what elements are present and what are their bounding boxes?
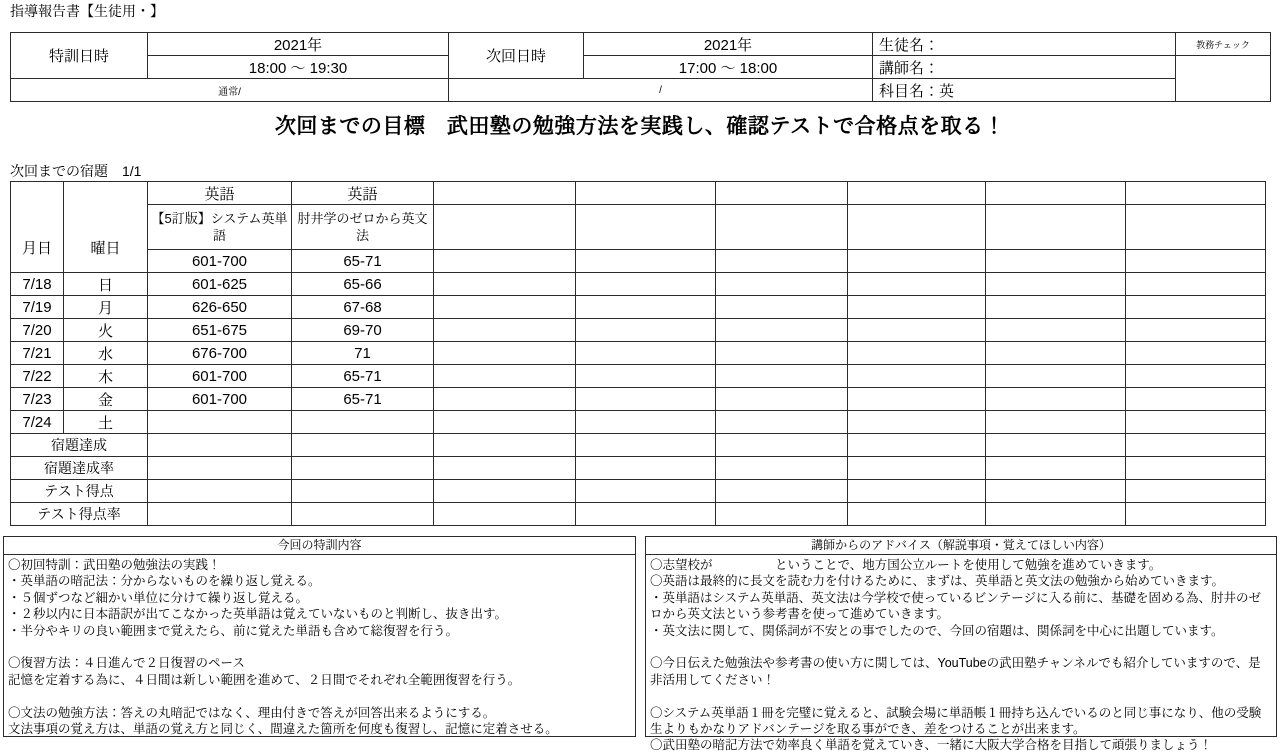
total-range-value[interactable] (986, 250, 1126, 273)
student-name-field[interactable]: 生徒名： (873, 33, 1176, 56)
total-range-value[interactable]: 65-71 (292, 250, 434, 273)
next-year-value[interactable]: 2021年 (584, 33, 873, 56)
cell-assignment[interactable]: 601-700 (148, 365, 292, 388)
cell-assignment[interactable] (716, 342, 848, 365)
table-row-total-range (11, 250, 1266, 273)
cell-assignment[interactable] (716, 319, 848, 342)
summary-value[interactable] (148, 457, 292, 480)
text-line: 〇復習方法：４日進んで２日復習のペース (8, 656, 245, 671)
column-book: 【5訂版】システム英単語 (148, 205, 292, 250)
cell-assignment[interactable] (716, 296, 848, 319)
cell-assignment[interactable] (1126, 273, 1266, 296)
summary-value[interactable] (148, 480, 292, 503)
summary-value[interactable] (848, 457, 986, 480)
cell-assignment[interactable]: 601-625 (148, 273, 292, 296)
summary-value[interactable] (986, 503, 1126, 526)
text-line: 〇初回特訓：武田塾の勉強法の実践！ (8, 558, 221, 572)
cell-assignment[interactable] (434, 296, 576, 319)
text-line: 文法事項の覚え方は、単語の覚え方と同じく、間違えた箇所を何度も復習し、記憶に定着させる。 (8, 722, 558, 737)
cell-weekday[interactable]: 月 (64, 296, 148, 319)
table-row (11, 79, 1271, 102)
teacher-advice-title: 講師からのアドバイス（解説事項・覚えてほしい内容） (646, 537, 1276, 555)
next-datetime-label: 次回日時 (449, 33, 584, 79)
table-row-books (11, 205, 1266, 250)
summary-value[interactable] (986, 434, 1126, 457)
cell-assignment[interactable]: 601-700 (148, 388, 292, 411)
column-subject (986, 182, 1126, 205)
cell-assignment[interactable] (986, 342, 1126, 365)
total-range-value[interactable] (1126, 250, 1266, 273)
cell-assignment[interactable] (576, 388, 716, 411)
training-note[interactable]: 通常/ (11, 79, 449, 102)
cell-assignment[interactable] (848, 273, 986, 296)
column-book (848, 205, 986, 250)
total-range-value[interactable]: 601-700 (148, 250, 292, 273)
cell-date[interactable]: 7/21 (11, 342, 64, 365)
cell-assignment[interactable]: 69-70 (292, 319, 434, 342)
table-row-day (11, 365, 1266, 388)
table-row-summary (11, 434, 1266, 457)
cell-date[interactable]: 7/19 (11, 296, 64, 319)
cell-assignment[interactable] (576, 411, 716, 434)
cell-assignment[interactable] (434, 342, 576, 365)
text-line: ・英単語はシステム英単語、英文法は今学校で使っているビンテージに入る前に、基礎を固める為、肘井のゼロから英文法という参考書を使って進めていきます。 (650, 590, 1262, 622)
column-subject: 英語 (292, 182, 434, 205)
summary-value[interactable] (1126, 503, 1266, 526)
summary-value[interactable] (576, 503, 716, 526)
text-line: ・２秒以内に日本語訳が出てこなかった英単語は覚えていないものと判断し、抜き出す。 (8, 607, 508, 622)
column-book (434, 205, 576, 250)
column-subject (576, 182, 716, 205)
summary-value[interactable] (986, 457, 1126, 480)
summary-value[interactable] (576, 457, 716, 480)
table-row-summary (11, 457, 1266, 480)
cell-assignment[interactable] (148, 411, 292, 434)
summary-value[interactable] (434, 457, 576, 480)
text-spacer (650, 639, 1272, 655)
table-row-summary (11, 503, 1266, 526)
column-book (986, 205, 1126, 250)
blank-corner-date (11, 182, 64, 273)
lesson-content-title: 今回の特訓内容 (4, 537, 635, 555)
cell-assignment[interactable] (1126, 411, 1266, 434)
cell-assignment[interactable] (848, 388, 986, 411)
summary-value[interactable] (434, 503, 576, 526)
column-subject: 英語 (148, 182, 292, 205)
total-range-value[interactable] (848, 250, 986, 273)
column-book (1126, 205, 1266, 250)
summary-value[interactable] (1126, 480, 1266, 503)
admin-check-value[interactable] (1176, 56, 1271, 102)
summary-value[interactable] (716, 434, 848, 457)
teacher-advice-body (646, 555, 1276, 754)
cell-date[interactable]: 7/23 (11, 388, 64, 411)
page-title: 指導報告書【生徒用・】 (10, 3, 164, 19)
total-range-value[interactable] (434, 250, 576, 273)
cell-assignment[interactable] (848, 296, 986, 319)
cell-weekday[interactable]: 土 (64, 411, 148, 434)
summary-value[interactable] (848, 503, 986, 526)
summary-value[interactable] (292, 480, 434, 503)
cell-assignment[interactable] (292, 411, 434, 434)
cell-assignment[interactable] (1126, 342, 1266, 365)
teacher-name-field[interactable]: 講師名： (873, 56, 1176, 79)
cell-assignment[interactable] (986, 319, 1126, 342)
cell-assignment[interactable] (576, 319, 716, 342)
summary-value[interactable] (848, 434, 986, 457)
total-range-value[interactable] (716, 250, 848, 273)
cell-assignment[interactable]: 65-66 (292, 273, 434, 296)
cell-assignment[interactable] (576, 342, 716, 365)
cell-assignment[interactable] (986, 365, 1126, 388)
table-row (11, 33, 1271, 56)
column-subject (848, 182, 986, 205)
text-line: 〇システム英単語１冊を完璧に覚えると、試験会場に単語帳１冊持ち込んでいるのと同じ事になり、他の受験生よりもかなりアドバンテージを取る事ができ、差をつけることが出来ます。 (650, 705, 1262, 737)
summary-value[interactable] (148, 434, 292, 457)
cell-date[interactable]: 7/24 (11, 411, 64, 434)
table-row-day (11, 273, 1266, 296)
training-year-value[interactable]: 2021年 (148, 33, 449, 56)
column-book: 肘井学のゼロから英文法 (292, 205, 434, 250)
cell-assignment[interactable] (716, 388, 848, 411)
column-subject (434, 182, 576, 205)
header-info-table (10, 32, 1271, 102)
total-range-value[interactable] (576, 250, 716, 273)
cell-date[interactable]: 7/22 (11, 365, 64, 388)
cell-assignment[interactable] (848, 319, 986, 342)
goal-statement: 次回までの目標 武田塾の勉強方法を実践し、確認テストで合格点を取る！ (274, 115, 1006, 138)
column-book (716, 205, 848, 250)
table-row-day (11, 296, 1266, 319)
cell-assignment[interactable] (716, 273, 848, 296)
cell-assignment[interactable] (986, 273, 1126, 296)
cell-assignment[interactable]: 626-650 (148, 296, 292, 319)
text-line: 〇文法の勉強方法：答えの丸暗記ではなく、理由付きで答えが回答出来るようにする。 (8, 705, 496, 720)
summary-value[interactable] (716, 503, 848, 526)
cell-weekday[interactable]: 水 (64, 342, 148, 365)
text-line: 〇武田塾の暗記方法で効率良く単語を覚えていき、一緒に大阪大学合格を目指して頑張りましょう！ (650, 738, 1213, 753)
column-subject (1126, 182, 1266, 205)
table-row-day (11, 319, 1266, 342)
cell-assignment[interactable] (434, 411, 576, 434)
cell-assignment[interactable] (848, 365, 986, 388)
summary-value[interactable] (716, 457, 848, 480)
cell-assignment[interactable] (848, 342, 986, 365)
text-line: 記憶を定着する為に、４日間は新しい範囲を進めて、２日間でそれぞれ全範囲復習を行う。 (8, 672, 521, 687)
homework-table (10, 181, 1266, 526)
summary-label: テスト得点 (11, 480, 148, 503)
summary-value[interactable] (434, 480, 576, 503)
cell-assignment[interactable] (716, 411, 848, 434)
subject-name-field[interactable]: 科目名：英 (873, 79, 1176, 102)
cell-assignment[interactable]: 676-700 (148, 342, 292, 365)
cell-assignment[interactable] (848, 411, 986, 434)
cell-weekday[interactable]: 木 (64, 365, 148, 388)
summary-value[interactable] (1126, 434, 1266, 457)
summary-label: テスト得点率 (11, 503, 148, 526)
cell-assignment[interactable] (434, 319, 576, 342)
cell-assignment[interactable] (986, 388, 1126, 411)
summary-value[interactable] (716, 480, 848, 503)
cell-assignment[interactable] (576, 273, 716, 296)
table-row-day (11, 342, 1266, 365)
lesson-content-body (4, 555, 635, 737)
text-line: 〇今日伝えた勉強法や参考書の使い方に関しては、YouTubeの武田塾チャンネルでも紹介していますので、是非活用してください！ (650, 656, 1261, 687)
cell-assignment[interactable] (1126, 296, 1266, 319)
summary-value[interactable] (292, 503, 434, 526)
cell-assignment[interactable] (576, 296, 716, 319)
text-line: ・英文法に関して、関係詞が不安との事でしたので、今回の宿題は、関係詞を中心に出題しています。 (650, 623, 1224, 638)
table-row-day (11, 411, 1266, 434)
text-spacer (650, 688, 1272, 704)
summary-value[interactable] (434, 434, 576, 457)
cell-weekday[interactable]: 日 (64, 273, 148, 296)
cell-assignment[interactable]: 67-68 (292, 296, 434, 319)
summary-value[interactable] (576, 480, 716, 503)
cell-weekday[interactable]: 金 (64, 388, 148, 411)
weekday-column-label: 曜日 (90, 240, 121, 257)
text-line: 〇志望校が ということで、地方国公立ルートを使用して勉強を進めていきます。 (650, 558, 1162, 572)
teacher-advice-box (645, 536, 1277, 753)
text-line: ・半分やキリの良い範囲まで覚えたら、前に覚えた単語も含めて総復習を行う。 (8, 623, 459, 638)
cell-assignment[interactable] (986, 296, 1126, 319)
summary-value[interactable] (148, 503, 292, 526)
summary-value[interactable] (292, 457, 434, 480)
text-spacer (8, 688, 631, 704)
lesson-content-box (3, 536, 636, 737)
admin-check-label: 教務チェック (1176, 33, 1271, 56)
text-line: ・英単語の暗記法：分からないものを繰り返し覚える。 (8, 574, 321, 589)
summary-value[interactable] (1126, 457, 1266, 480)
date-column-label: 月日 (21, 240, 52, 257)
text-line: 〇英語は最終的に長文を読む力を付けるために、まずは、英単語と英文法の勉強から始めていきます。 (650, 574, 1225, 589)
next-note[interactable]: / (449, 79, 873, 102)
summary-value[interactable] (986, 480, 1126, 503)
summary-value[interactable] (848, 480, 986, 503)
table-row-day (11, 388, 1266, 411)
cell-assignment[interactable]: 65-71 (292, 365, 434, 388)
training-time-value[interactable]: 18:00 ～ 19:30 (148, 56, 449, 79)
training-datetime-label: 特訓日時 (11, 33, 148, 79)
column-subject (716, 182, 848, 205)
cell-date[interactable]: 7/18 (11, 273, 64, 296)
cell-assignment[interactable] (986, 411, 1126, 434)
homework-caption: 次回までの宿題 1/1 (10, 163, 142, 179)
next-time-value[interactable]: 17:00 ～ 18:00 (584, 56, 873, 79)
table-row (11, 56, 1271, 79)
text-line: ・５個ずつなど細かい単位に分けて繰り返し覚える。 (8, 590, 309, 605)
cell-assignment[interactable]: 71 (292, 342, 434, 365)
cell-assignment[interactable]: 651-675 (148, 319, 292, 342)
cell-weekday[interactable]: 火 (64, 319, 148, 342)
cell-assignment[interactable] (1126, 365, 1266, 388)
cell-date[interactable]: 7/20 (11, 319, 64, 342)
cell-assignment[interactable] (434, 273, 576, 296)
cell-assignment[interactable] (434, 365, 576, 388)
cell-assignment[interactable] (716, 365, 848, 388)
cell-assignment[interactable]: 65-71 (292, 388, 434, 411)
summary-value[interactable] (576, 434, 716, 457)
summary-label: 宿題達成 (11, 434, 148, 457)
text-spacer (8, 639, 631, 655)
table-row-subjects (11, 182, 1266, 205)
cell-assignment[interactable] (434, 388, 576, 411)
cell-assignment[interactable] (576, 365, 716, 388)
column-book (576, 205, 716, 250)
summary-label: 宿題達成率 (11, 457, 148, 480)
summary-value[interactable] (292, 434, 434, 457)
cell-assignment[interactable] (1126, 388, 1266, 411)
table-row-summary (11, 480, 1266, 503)
blank-corner-weekday (64, 182, 148, 273)
cell-assignment[interactable] (1126, 319, 1266, 342)
